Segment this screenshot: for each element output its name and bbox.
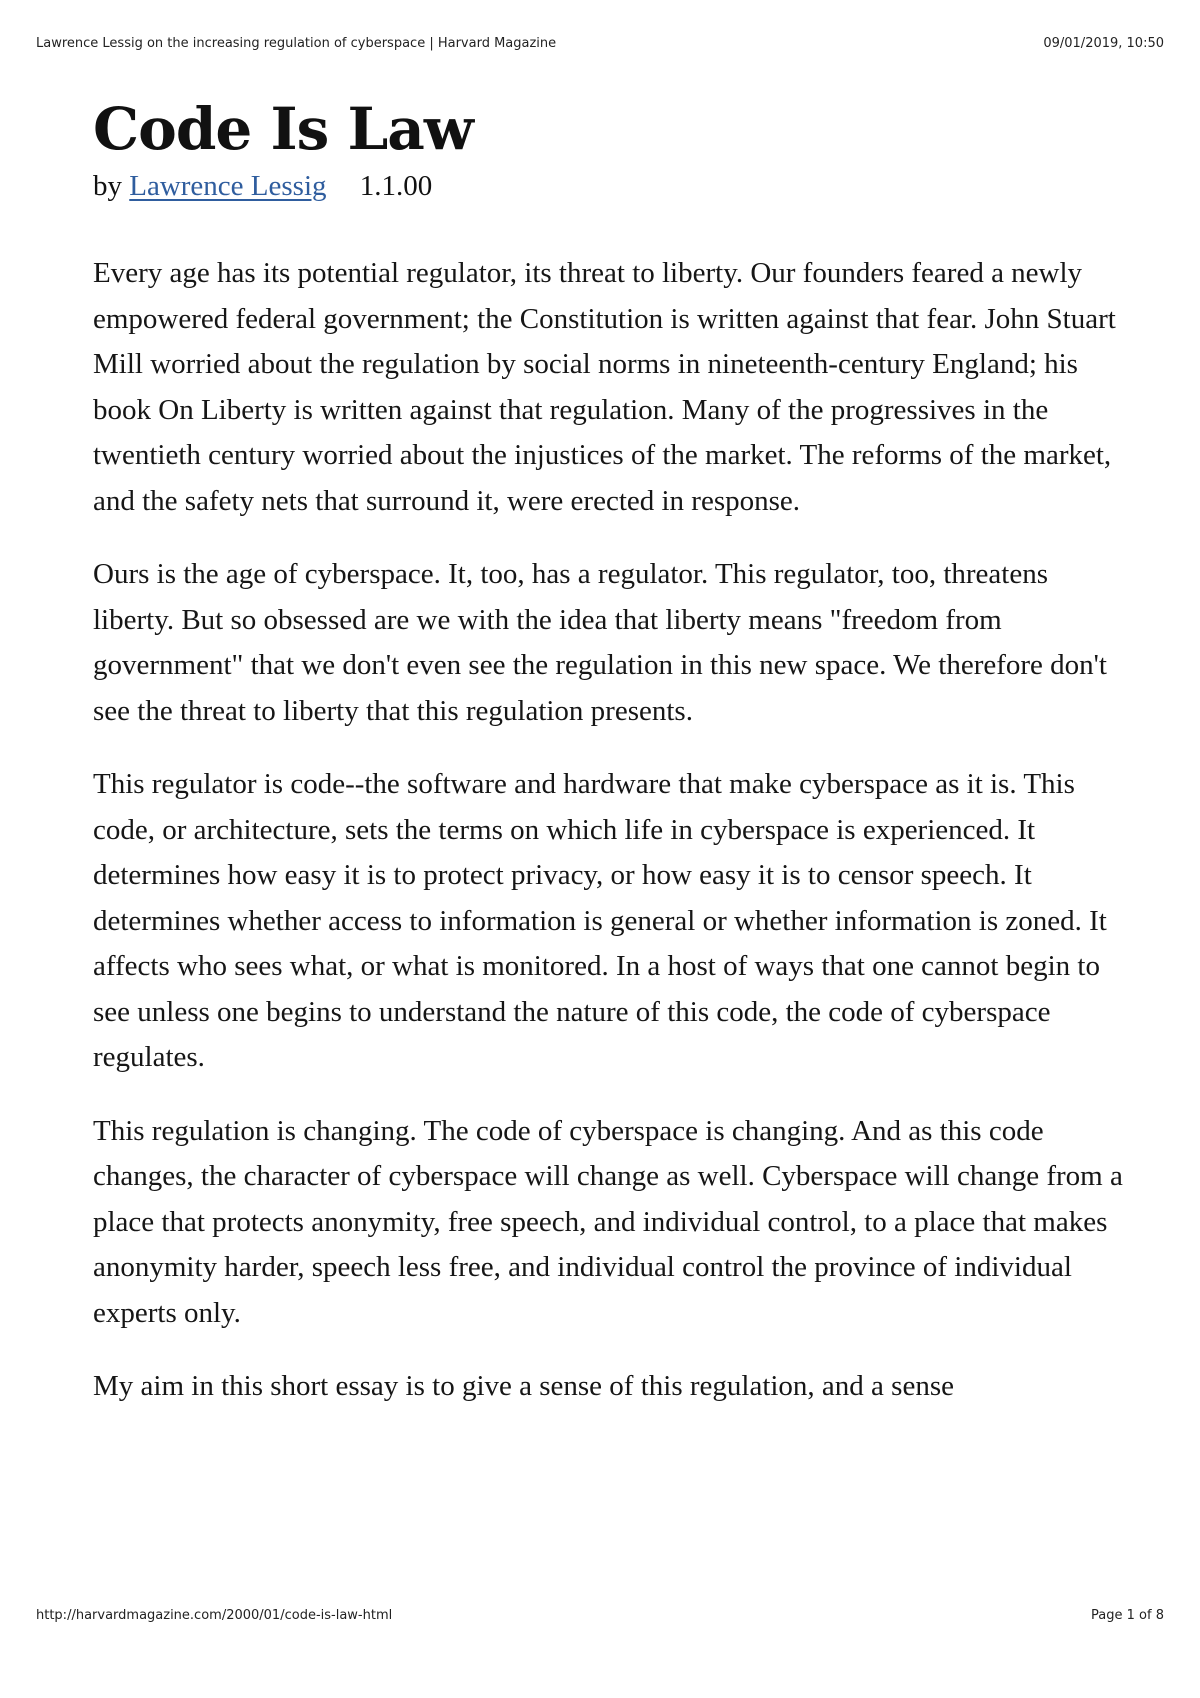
- print-header: [36, 36, 1164, 51]
- article-body: [93, 251, 1133, 1410]
- print-header-datetime: 09/01/2019, 10:50: [1043, 36, 1164, 51]
- paragraph: This regulator is code--the software and hardware that make cyberspace as it is. This code, or architecture, sets the terms on which life in cyberspace is experienced. It determines how easy it is to protect privacy, or how easy it is to censor speech. It determines whether access to information is general or whether information is zoned. It affects who sees what, or what is monitored. In a host of ways that one cannot begin to see unless one begins to understand the nature of this code, the code of cyberspace regulates.: [93, 768, 1107, 1074]
- author-link[interactable]: Lawrence Lessig: [129, 169, 327, 202]
- paragraph: This regulation is changing. The code of cyberspace is changing. And as this code changes, the character of cyberspace will change as well. Cyberspace will change from a place that protects anonymity, free speech, and individual control, to a place that makes anonymity harder, speech less free, and individual control the province of individual experts only.: [93, 1114, 1123, 1329]
- print-footer-url: http://harvardmagazine.com/2000/01/code-is-law-html: [36, 1608, 393, 1623]
- print-footer: [36, 1608, 1164, 1623]
- paragraph: Ours is the age of cyberspace. It, too, has a regulator. This regulator, too, threatens liberty. But so obsessed are we with the idea that liberty means "freedom from government" that we don't even see the regulation in this new space. We therefore don't see the threat to liberty that this regulation presents.: [93, 558, 1107, 727]
- article: [93, 96, 1133, 1438]
- article-date: 1.1.00: [359, 169, 433, 202]
- paragraph: My aim in this short essay is to give a sense of this regulation, and a sense: [93, 1370, 954, 1403]
- byline-prefix: by: [93, 169, 122, 202]
- article-title: Code Is Law: [93, 95, 473, 163]
- byline: [93, 169, 1133, 204]
- print-footer-page-number: Page 1 of 8: [1091, 1608, 1164, 1623]
- print-header-page-title: Lawrence Lessig on the increasing regulation of cyberspace | Harvard Magazine: [36, 36, 557, 51]
- paragraph: Every age has its potential regulator, its threat to liberty. Our founders feared a newly empowered federal government; the Constitution is written against that fear. John Stuart Mill worried about the regulation by social norms in nineteenth-century England; his book On Liberty is written against that regulation. Many of the progressives in the twentieth century worried about the injustices of the market. The reforms of the market, and the safety nets that surround it, were erected in response.: [93, 257, 1116, 517]
